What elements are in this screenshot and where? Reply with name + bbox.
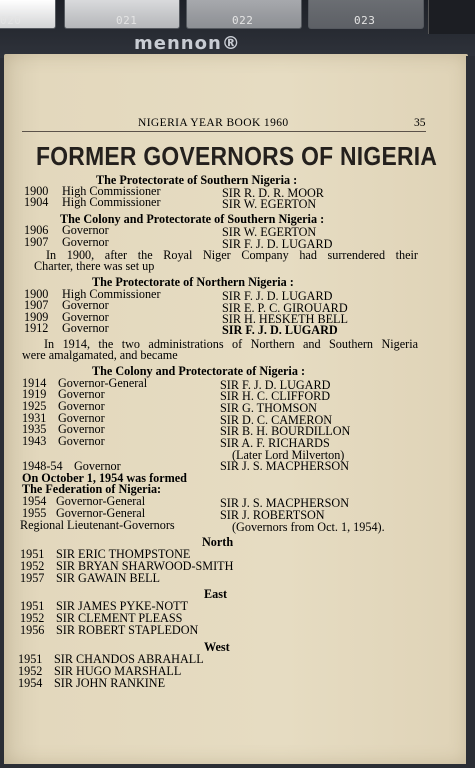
entry-year: 1906: [24, 223, 49, 237]
formed-note: On October 1, 1954 was formed: [22, 471, 187, 485]
running-title: NIGERIA YEAR BOOK 1960: [138, 117, 289, 129]
entry-office: High Commissioner: [62, 287, 161, 301]
entry-year: 1931: [22, 411, 47, 425]
entry-name: SIR J. S. MACPHERSON: [220, 459, 350, 473]
entry-year: 1907: [24, 235, 49, 249]
regional-heading: Regional Lieutenant-Governors: [20, 518, 175, 532]
note-paragraph: In 1900, after the Royal Niger Company had surrendered their: [46, 248, 418, 262]
entry-office: Governor: [58, 434, 105, 448]
section-heading: The Colony and Protectorate of Nigeria :: [92, 364, 306, 378]
regional-note: (Governors from Oct. 1, 1954).: [232, 520, 385, 534]
swatch-label: 021: [116, 14, 138, 27]
region-heading-west: West: [204, 640, 230, 654]
entry-name: SIR H. HESKETH BELL: [222, 312, 348, 326]
entry-year: 1952: [20, 559, 45, 573]
page-title: FORMER GOVERNORS OF NIGERIA: [36, 141, 438, 171]
entry-year: 1935: [22, 422, 47, 436]
entry-year: 1919: [22, 387, 47, 401]
swatch-label: 022: [232, 14, 254, 27]
entry-name: SIR F. J. D. LUGARD: [222, 289, 333, 303]
strip-end-tab: [428, 0, 475, 34]
entry-office: Governor: [58, 387, 105, 401]
swatch-label: 020: [0, 14, 22, 27]
entry-office: Governor: [62, 235, 109, 249]
entry-office: Governor: [62, 321, 109, 335]
entry-year: 1900: [24, 287, 49, 301]
entry-name: SIR A. F. RICHARDS: [220, 436, 330, 450]
entry-office: Governor: [62, 223, 109, 237]
section-heading: The Colony and Protectorate of Southern Nigeria :: [60, 212, 325, 226]
entry-office: Governor: [62, 298, 109, 312]
entry-office: High Commissioner: [62, 184, 161, 198]
swatch-label: 023: [354, 14, 376, 27]
entry-name: SIR F. J. D. LUGARD: [222, 323, 338, 337]
entry-name: SIR E. P. C. GIROUARD: [222, 301, 348, 315]
entry-office: Governor: [74, 459, 121, 473]
entry-year: 1914: [22, 376, 47, 390]
entry-name: SIR J. S. MACPHERSON: [220, 496, 350, 510]
entry-name: SIR F. J. D. LUGARD: [222, 237, 333, 251]
entry-year: 1952: [18, 664, 43, 678]
entry-office: Governor: [58, 399, 105, 413]
entry-name: SIR CHANDOS ABRAHALL: [54, 652, 204, 666]
entry-name: SIR B. H. BOURDILLON: [220, 424, 351, 438]
entry-year: 1907: [24, 298, 49, 312]
entry-name: SIR R. D. R. MOOR: [222, 186, 324, 200]
entry-name: SIR J. ROBERTSON: [220, 508, 325, 522]
entry-name: SIR H. C. CLIFFORD: [220, 389, 331, 403]
entry-year: 1904: [24, 195, 49, 209]
entry-name: SIR JAMES PYKE-NOTT: [56, 599, 189, 613]
entry-name: SIR G. THOMSON: [220, 401, 317, 415]
entry-name: SIR W. EGERTON: [222, 197, 317, 211]
scanner-strip: [0, 0, 475, 58]
entry-year: 1954: [18, 676, 43, 690]
note-paragraph: Charter, there was set up: [34, 259, 155, 273]
entry-office: High Commissioner: [62, 195, 161, 209]
header-rule: [22, 131, 426, 132]
section-heading: The Federation of Nigeria:: [22, 482, 162, 496]
entry-year: 1951: [18, 652, 43, 666]
entry-name: SIR CLEMENT PLEASS: [56, 611, 183, 625]
entry-year: 1943: [22, 434, 47, 448]
entry-office: Governor-General: [56, 494, 146, 508]
entry-year: 1912: [24, 321, 49, 335]
entry-year: 1948-54: [22, 459, 63, 473]
entry-year: 1957: [20, 571, 45, 585]
entry-office: Governor: [58, 422, 105, 436]
entry-year: 1955: [22, 506, 47, 520]
region-heading-north: North: [202, 535, 234, 549]
entry-name: SIR F. J. D. LUGARD: [220, 378, 331, 392]
note-paragraph: were amalgamated, and became: [22, 348, 178, 362]
entry-year: 1954: [22, 494, 47, 508]
entry-name: SIR JOHN RANKINE: [54, 676, 166, 690]
entry-year: 1951: [20, 599, 45, 613]
note-paragraph: In 1914, the two administrations of Northern and Southern Nigeria: [44, 337, 418, 351]
entry-office: Governor: [62, 310, 109, 324]
entry-year: 1925: [22, 399, 47, 413]
region-heading-east: East: [204, 587, 228, 601]
entry-name: SIR ERIC THOMPSTONE: [56, 547, 191, 561]
page-edge-shadow: [466, 56, 475, 768]
entry-year: 1900: [24, 184, 49, 198]
entry-name: SIR ROBERT STAPLEDON: [56, 623, 199, 637]
entry-name: SIR HUGO MARSHALL: [54, 664, 182, 678]
page-number: 35: [414, 117, 426, 129]
entry-office: Governor: [58, 411, 105, 425]
entry-name: SIR D. C. CAMERON: [220, 413, 333, 427]
entry-name: SIR GAWAIN BELL: [56, 571, 160, 585]
entry-office: Governor-General: [58, 376, 148, 390]
entry-office: Governor-General: [56, 506, 146, 520]
entry-year: 1951: [20, 547, 45, 561]
brand-logo: mennon®: [134, 33, 241, 54]
entry-year: 1956: [20, 623, 45, 637]
section-heading: The Protectorate of Southern Nigeria :: [96, 173, 298, 187]
entry-name: SIR BRYAN SHARWOOD-SMITH: [56, 559, 234, 573]
section-heading: The Protectorate of Northern Nigeria :: [92, 275, 294, 289]
entry-note: (Later Lord Milverton): [232, 448, 345, 462]
entry-year: 1952: [20, 611, 45, 625]
entry-year: 1909: [24, 310, 49, 324]
entry-name: SIR W. EGERTON: [222, 225, 317, 239]
